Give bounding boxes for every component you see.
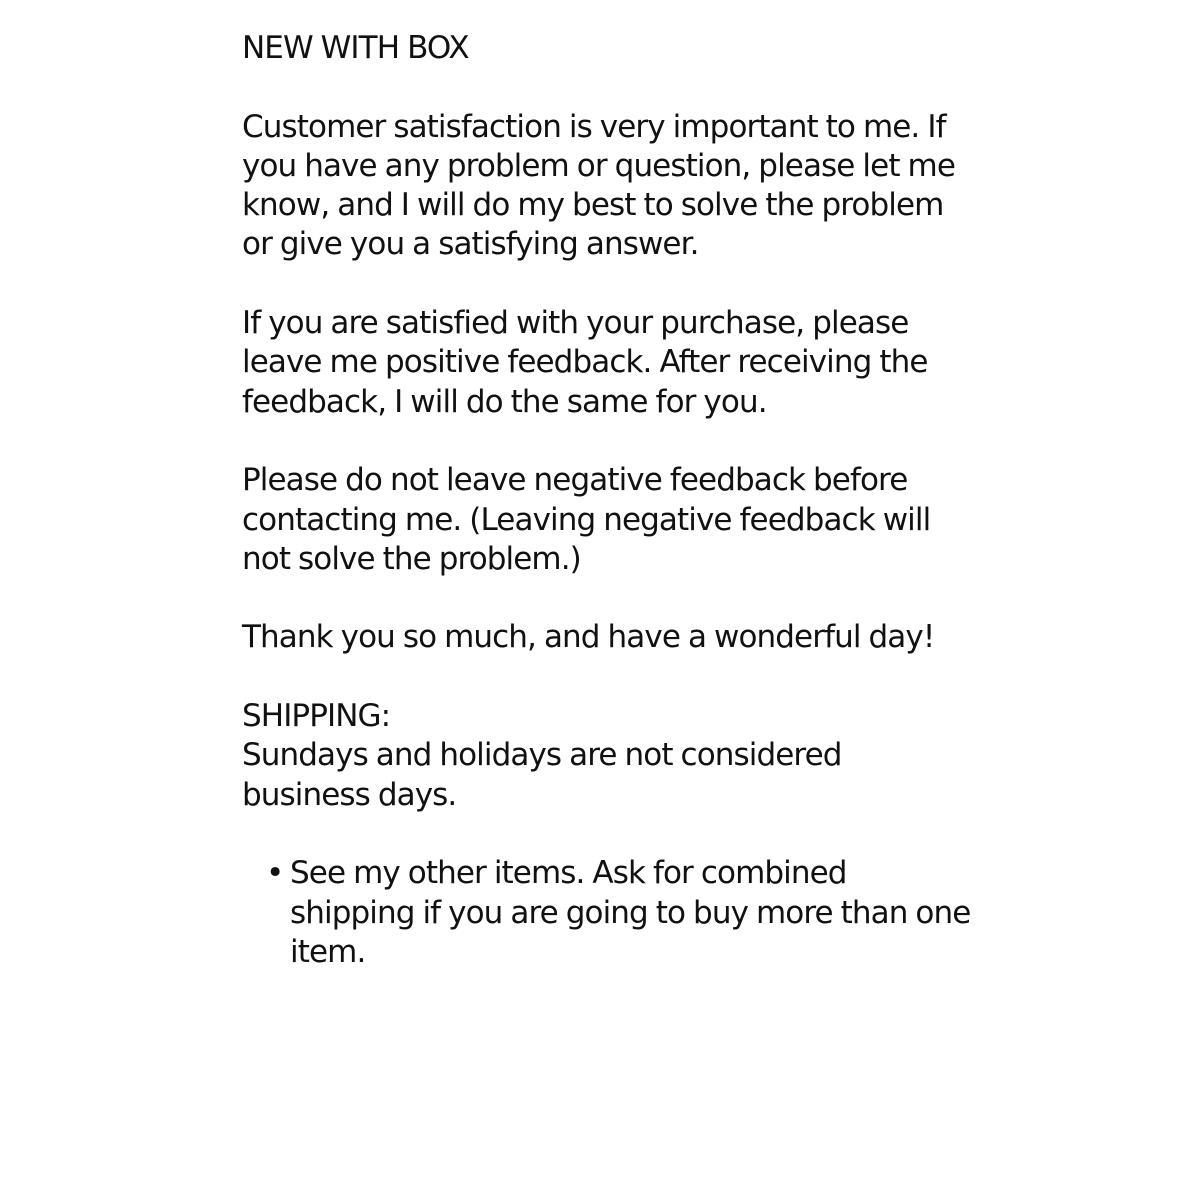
feedback-paragraph: If you are satisfied with your purchase, please leave me positive feedback. After receiving the feedback, I will do the same for you. bbox=[242, 305, 928, 420]
shipping-section bbox=[242, 697, 972, 815]
item-condition: NEW WITH BOX bbox=[242, 30, 469, 66]
list-item: • See my other items. Ask for combined shipping if you are going to buy more than one item. bbox=[290, 854, 972, 972]
shipping-note: Sundays and holidays are not considered business days. bbox=[242, 737, 842, 813]
negative-feedback-paragraph: Please do not leave negative feedback before contacting me. (Leaving negative feedback will not solve the problem.) bbox=[242, 462, 931, 577]
satisfaction-paragraph: Customer satisfaction is very important to me. If you have any problem or question, please let me know, and I will do my best to solve the problem or give you a satisfying answer. bbox=[242, 108, 955, 263]
thank-you-paragraph: Thank you so much, and have a wonderful day! bbox=[242, 619, 935, 656]
bullet-list bbox=[242, 854, 972, 972]
item-description bbox=[242, 29, 972, 972]
shipping-heading: SHIPPING: bbox=[242, 698, 391, 735]
